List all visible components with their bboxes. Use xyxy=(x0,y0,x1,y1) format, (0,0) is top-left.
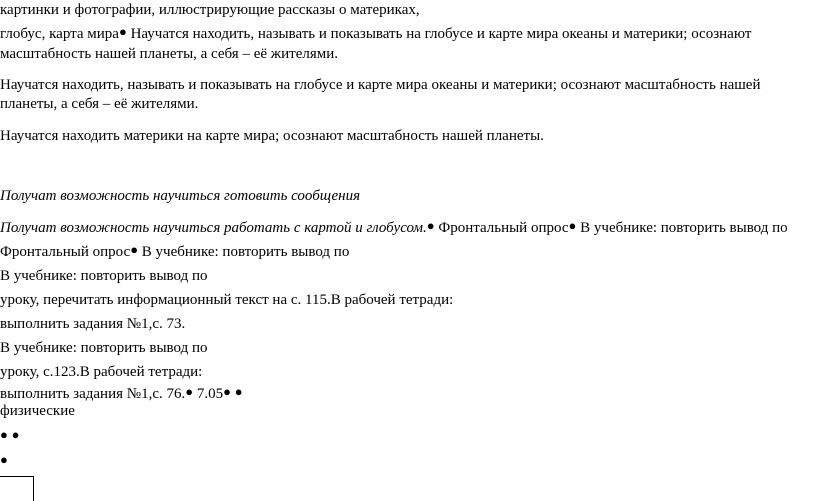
bullet-icon: ● xyxy=(234,384,243,399)
text-line-4: Научатся находить, называть и показывать на глобусе и карте мира океаны и материки; осознают масштабность нашей xyxy=(0,77,761,93)
text-line-6: Научатся находить материки на карте мира; осознают масштабность нашей планеты. xyxy=(0,128,544,144)
text-line-12: выполнить задания №1,с. 73. xyxy=(0,316,186,332)
text-fragment: В учебнике: повторить вывод по xyxy=(580,220,788,236)
text-line-2 xyxy=(0,25,751,43)
bullet-icon: ● xyxy=(118,24,127,39)
text-line-11: уроку, перечитать информационный текст на с. 115.В рабочей тетради: xyxy=(0,292,454,308)
text-fragment: Фронтальный опрос xyxy=(438,220,569,236)
bullet-row-2 xyxy=(0,453,8,471)
text-line-15 xyxy=(0,385,243,403)
text-line-14: уроку, с.123.В рабочей тетради: xyxy=(0,364,203,380)
text-line-9 xyxy=(0,243,349,261)
text-line-13: В учебнике: повторить вывод по xyxy=(0,340,208,356)
text-line-10: В учебнике: повторить вывод по xyxy=(0,268,208,284)
table-cell-border xyxy=(0,476,34,501)
text-fragment: глобус, карта мира xyxy=(0,26,119,42)
bullet-icon: ● xyxy=(11,427,20,442)
bullet-icon: ● xyxy=(223,384,231,399)
text-line-7: Получат возможность научиться готовить сообщения xyxy=(0,188,361,204)
text-fragment: выполнить задания №1,с. 76. xyxy=(0,386,186,402)
bullet-row-1 xyxy=(0,428,19,446)
text-line-5: планеты, а себя – её жителями. xyxy=(0,96,199,112)
text-line-1: картинки и фотографии, иллюстрирующие рассказы о материках, xyxy=(0,2,420,18)
text-fragment: 7.05 xyxy=(196,386,224,402)
text-line-3: масштабность нашей планеты, а себя – её жителями. xyxy=(0,46,339,62)
bullet-icon: ● xyxy=(0,427,8,442)
text-line-8 xyxy=(0,219,788,237)
text-line-16: физические xyxy=(0,403,75,419)
text-fragment: Получат возможность научиться работать с картой и глобусом. xyxy=(0,220,427,236)
text-fragment: Научатся находить, называть и показывать на глобусе и карте мира океаны и материки; осознают xyxy=(130,26,752,42)
bullet-icon: ● xyxy=(130,242,139,257)
bullet-icon: ● xyxy=(426,218,435,233)
bullet-icon: ● xyxy=(0,452,8,467)
text-fragment: В учебнике: повторить вывод по xyxy=(141,244,350,260)
bullet-icon: ● xyxy=(185,384,194,399)
text-fragment: Фронтальный опрос xyxy=(0,244,131,260)
bullet-icon: ● xyxy=(568,218,577,233)
